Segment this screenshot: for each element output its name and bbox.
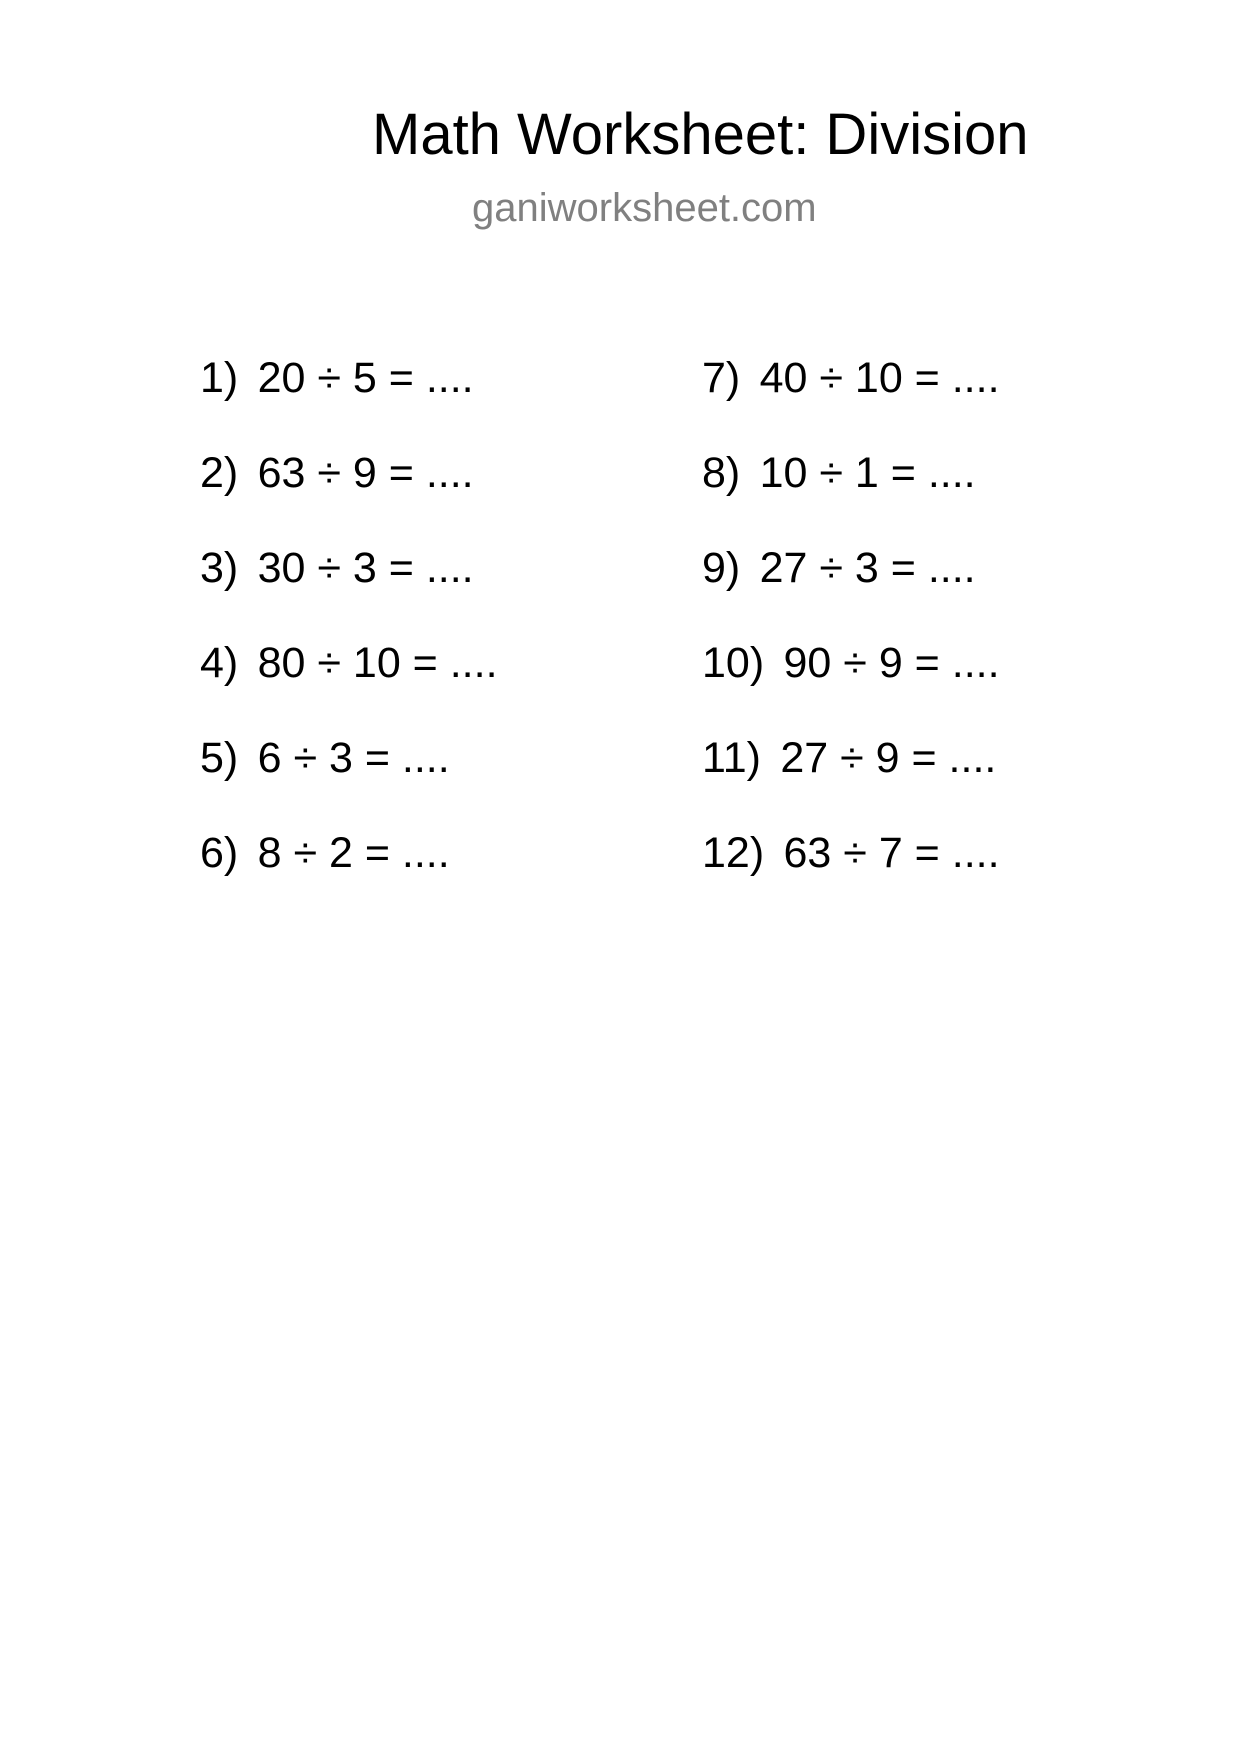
problem-number: 7) bbox=[702, 354, 741, 402]
problem-item bbox=[200, 352, 474, 404]
problem-number: 9) bbox=[702, 544, 741, 592]
problem-number: 12) bbox=[702, 829, 765, 877]
worksheet-title: Math Worksheet: Division bbox=[372, 102, 1029, 167]
problem-expression: 20 ÷ 5 = .... bbox=[257, 354, 474, 402]
problem-expression: 63 ÷ 7 = .... bbox=[783, 829, 1000, 877]
problem-expression: 27 ÷ 3 = .... bbox=[759, 544, 976, 592]
problem-expression: 8 ÷ 2 = .... bbox=[257, 829, 450, 877]
problem-item bbox=[702, 542, 976, 594]
problem-number: 3) bbox=[200, 544, 239, 592]
problem-expression: 63 ÷ 9 = .... bbox=[257, 449, 474, 497]
problem-item bbox=[702, 732, 996, 784]
problem-expression: 27 ÷ 9 = .... bbox=[780, 734, 997, 782]
problem-number: 2) bbox=[200, 449, 239, 497]
problem-number: 11) bbox=[702, 734, 761, 782]
problem-item bbox=[702, 447, 976, 499]
problem-number: 6) bbox=[200, 829, 239, 877]
problem-expression: 80 ÷ 10 = .... bbox=[257, 639, 498, 687]
problem-item bbox=[200, 637, 498, 689]
problem-expression: 6 ÷ 3 = .... bbox=[257, 734, 450, 782]
problem-expression: 10 ÷ 1 = .... bbox=[759, 449, 976, 497]
problem-expression: 90 ÷ 9 = .... bbox=[783, 639, 1000, 687]
problem-number: 4) bbox=[200, 639, 239, 687]
problem-item bbox=[702, 352, 1000, 404]
problem-expression: 30 ÷ 3 = .... bbox=[257, 544, 474, 592]
problem-expression: 40 ÷ 10 = .... bbox=[759, 354, 1000, 402]
problem-number: 5) bbox=[200, 734, 239, 782]
problem-number: 1) bbox=[200, 354, 239, 402]
problem-item bbox=[200, 732, 450, 784]
problem-number: 8) bbox=[702, 449, 741, 497]
problem-item bbox=[702, 637, 1000, 689]
problem-item bbox=[200, 447, 474, 499]
problem-item bbox=[200, 542, 474, 594]
problem-number: 10) bbox=[702, 639, 765, 687]
problem-item bbox=[200, 827, 450, 879]
website-label: ganiworksheet.com bbox=[472, 186, 817, 230]
problem-item bbox=[702, 827, 1000, 879]
